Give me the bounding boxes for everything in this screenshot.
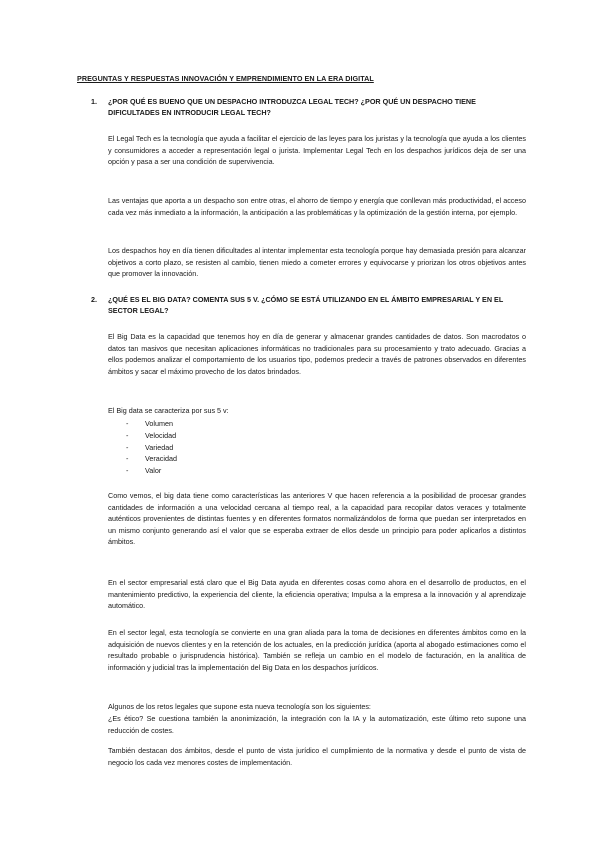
q2-paragraph-3: En el sector legal, esta tecnología se convierte en una gran aliada para la toma de decisiones en diferentes ámbitos como en la adquisición de nuevos clientes y en la retención de los actuales, en la predicción jurídica (aporta al abogado estimaciones como el resultado probable o jurisprudencia histórica). También se refleja un cambio en el modelo de facturación, en la analítica de información y judicial tras la implementación del Big Data en los despachos jurídicos. <box>108 628 526 672</box>
q2-paragraph-5: ¿Es ético? Se cuestiona también la anonimización, la integración con la IA y la automatización, este último reto supone una reducción de costes. <box>108 714 526 735</box>
list-item: - Veracidad <box>126 453 177 465</box>
q1-paragraph-3: Los despachos hoy en día tienen dificultades al intentar implementar esta tecnología porque hay demasiada presión para alcanzar objetivos a corto plazo, se resisten al cambio, tienen miedo a cometer errores y equivocarse y priorizan los otros objetivos antes que promover la innovación. <box>108 246 526 279</box>
q2-list-intro: El Big data se caracteriza por sus 5 v: <box>108 406 229 415</box>
list-item: - Valor <box>126 465 177 477</box>
list-item: - Volumen <box>126 418 177 430</box>
question-2-heading: ¿QUÉ ES EL BIG DATA? COMENTA SUS 5 V. ¿CÓMO SE ESTÁ UTILIZANDO EN EL ÁMBITO EMPRESARIAL Y EN EL SECTOR LEGAL? <box>108 295 504 316</box>
q1-paragraph-2: Las ventajas que aporta a un despacho son entre otras, el ahorro de tiempo y energía que conllevan más productividad, el acceso cada vez más inmediato a la información, la anticipación a las problemáticas y la optimización de la gestión interna, por ejemplo. <box>108 196 526 217</box>
question-2-number: 2. <box>91 295 97 304</box>
five-v-list <box>126 418 177 477</box>
q2-paragraph-1: Como vemos, el big data tiene como características las anteriores V que hacen referencia a la posibilidad de procesar grandes cantidades de información a una velocidad cercana al tiempo real, a la capacidad para recopilar datos veraces y totalmente auténticos provenientes de distintas fuentes y en diferentes formatos normalizándolos de forma que puedan ser interpretados en un mismo conjunto generando así el valor que se esperaba extraer de ellos desde un principio para poder aplicarlos a distintos ámbitos. <box>108 491 526 547</box>
q2-intro-paragraph: El Big Data es la capacidad que tenemos hoy en día de generar y almacenar grandes cantidades de datos. Son macrodatos o datos tan masivos que necesitan aplicaciones informáticas no tradicionales para su procesamiento y trato adecuado. Gracias a ellos podemos analizar el comportamiento de los usuarios tipo, podemos predecir a través de patrones observados en diferentes ámbitos y sacar el máximo provecho de los datos brindados. <box>108 332 526 376</box>
question-1-number: 1. <box>91 97 97 106</box>
question-1-heading: ¿POR QUÉ ES BUENO QUE UN DESPACHO INTRODUZCA LEGAL TECH? ¿POR QUÉ UN DESPACHO TIENE DIFICULTADES EN INTRODUCIR LEGAL TECH? <box>108 97 476 118</box>
q2-paragraph-4: Algunos de los retos legales que supone esta nueva tecnología son los siguientes: <box>108 702 371 711</box>
q2-paragraph-2: En el sector empresarial está claro que el Big Data ayuda en diferentes cosas como ahora en el desarrollo de productos, en el mantenimiento predictivo, la experiencia del cliente, la eficiencia operativa; Impulsa a la empresa a la innovación y al aprendizaje automático. <box>108 578 526 611</box>
document-title: PREGUNTAS Y RESPUESTAS INNOVACIÓN Y EMPRENDIMIENTO EN LA ERA DIGITAL <box>77 74 374 83</box>
q1-paragraph-1: El Legal Tech es la tecnología que ayuda a facilitar el ejercicio de las leyes para los juristas y la tecnología que ayuda a los clientes y consumidores a acceder a representación legal o jurista. Implementar Legal Tech en los despachos jurídicos deja de ser una opción y pasa a ser una condición de supervivencia. <box>108 134 526 167</box>
list-item: - Variedad <box>126 442 177 454</box>
q2-paragraph-6: También destacan dos ámbitos, desde el punto de vista jurídico el cumplimiento de la normativa y desde el punto de vista de negocio los cada vez menores costes de implementación. <box>108 746 526 767</box>
list-item: - Velocidad <box>126 430 177 442</box>
